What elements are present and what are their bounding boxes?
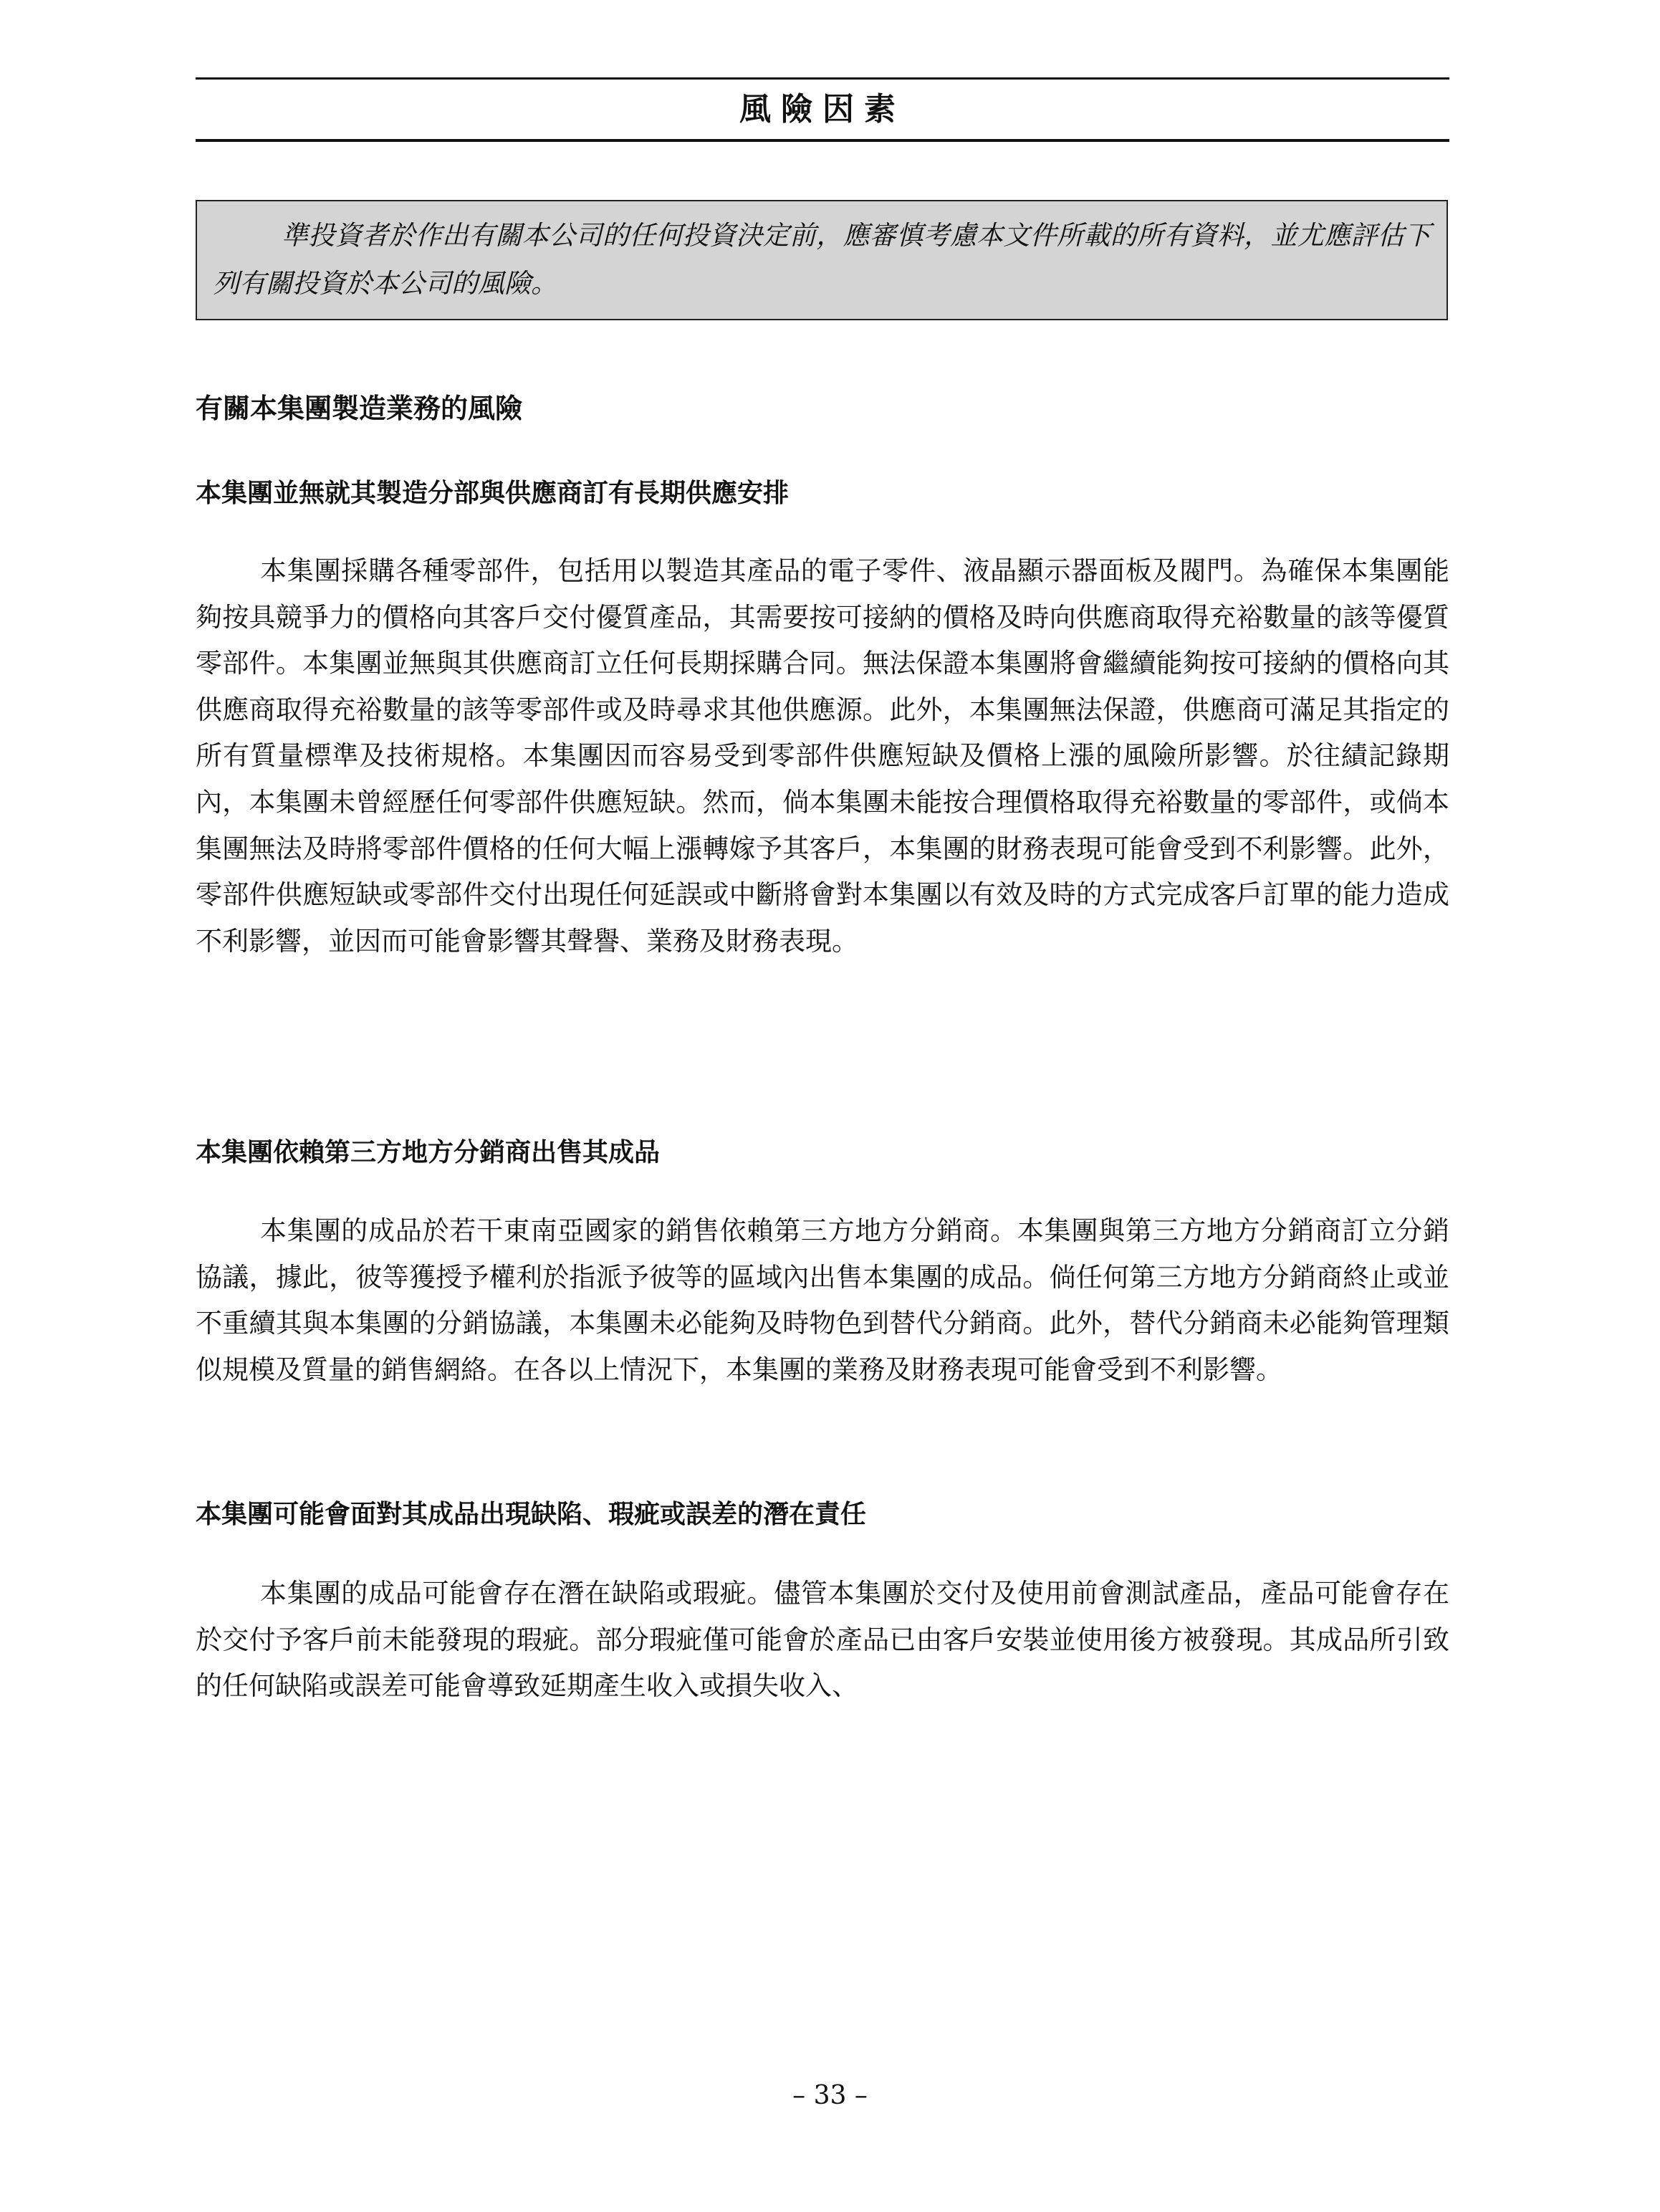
risk-body-distributors: 本集團的成品於若干東南亞國家的銷售依賴第三方地方分銷商。本集團與第三方地方分銷商訂立分銷協議，據此，彼等獲授予權利於指派予彼等的區域內出售本集團的成品。倘任何第三方地方分銷商終止或並不重續其與本集團的分銷協議，本集團未必能夠及時物色到替代分銷商。此外，替代分銷商未必能夠管理類似規模及質量的銷售網絡。在各以上情況下，本集團的業務及財務表現可能會受到不利影響。 [196, 1215, 1449, 1385]
investor-notice-text: 準投資者於作出有關本公司的任何投資決定前，應審慎考慮本文件所載的所有資料，並尤應評估下列有關投資於本公司的風險。 [213, 220, 1431, 299]
page-title: 風險因素 [739, 91, 906, 128]
risk-heading-supply: 本集團並無就其製造分部與供應商訂有長期供應安排 [196, 478, 790, 508]
risk-heading-defects: 本集團可能會面對其成品出現缺陷、瑕疵或誤差的潛在責任 [196, 1499, 867, 1529]
risk-body-defects: 本集團的成品可能會存在潛在缺陷或瑕疵。儘管本集團於交付及使用前會測試產品，產品可能會存在於交付予客戶前未能發現的瑕疵。部分瑕疵僅可能會於產品已由客戶安裝並使用後方被發現。其成品所引致的任何缺陷或誤差可能會導致延期產生收入或損失收入、 [196, 1578, 1449, 1702]
risk-heading-distributors: 本集團依賴第三方地方分銷商出售其成品 [196, 1137, 661, 1167]
risk-body-supply: 本集團採購各種零部件，包括用以製造其產品的電子零件、液晶顯示器面板及閥門。為確保本集團能夠按具競爭力的價格向其客戶交付優質產品，其需要按可接納的價格及時向供應商取得充裕數量的該等優質零部件。本集團並無與其供應商訂立任何長期採購合同。無法保證本集團將會繼續能夠按可接納的價格向其供應商取得充裕數量的該等零部件或及時尋求其他供應源。此外，本集團無法保證，供應商可滿足其指定的所有質量標準及技術規格。本集團因而容易受到零部件供應短缺及價格上漲的風險所影響。於往績記錄期內，本集團未曾經歷任何零部件供應短缺。然而，倘本集團未能按合理價格取得充裕數量的零部件，或倘本集團無法及時將零部件價格的任何大幅上漲轉嫁予其客戶，本集團的財務表現可能會受到不利影響。此外，零部件供應短缺或零部件交付出現任何延誤或中斷將會對本集團以有效及時的方式完成客戶訂單的能力造成不利影響，並因而可能會影響其聲譽、業務及財務表現。 [196, 555, 1449, 957]
header-rule-bottom [196, 139, 1449, 142]
investor-notice-box [196, 200, 1448, 320]
header-rule-top [196, 77, 1449, 80]
page-number: – 33 – [792, 2081, 868, 2110]
section-heading: 有關本集團製造業務的風險 [196, 392, 523, 424]
